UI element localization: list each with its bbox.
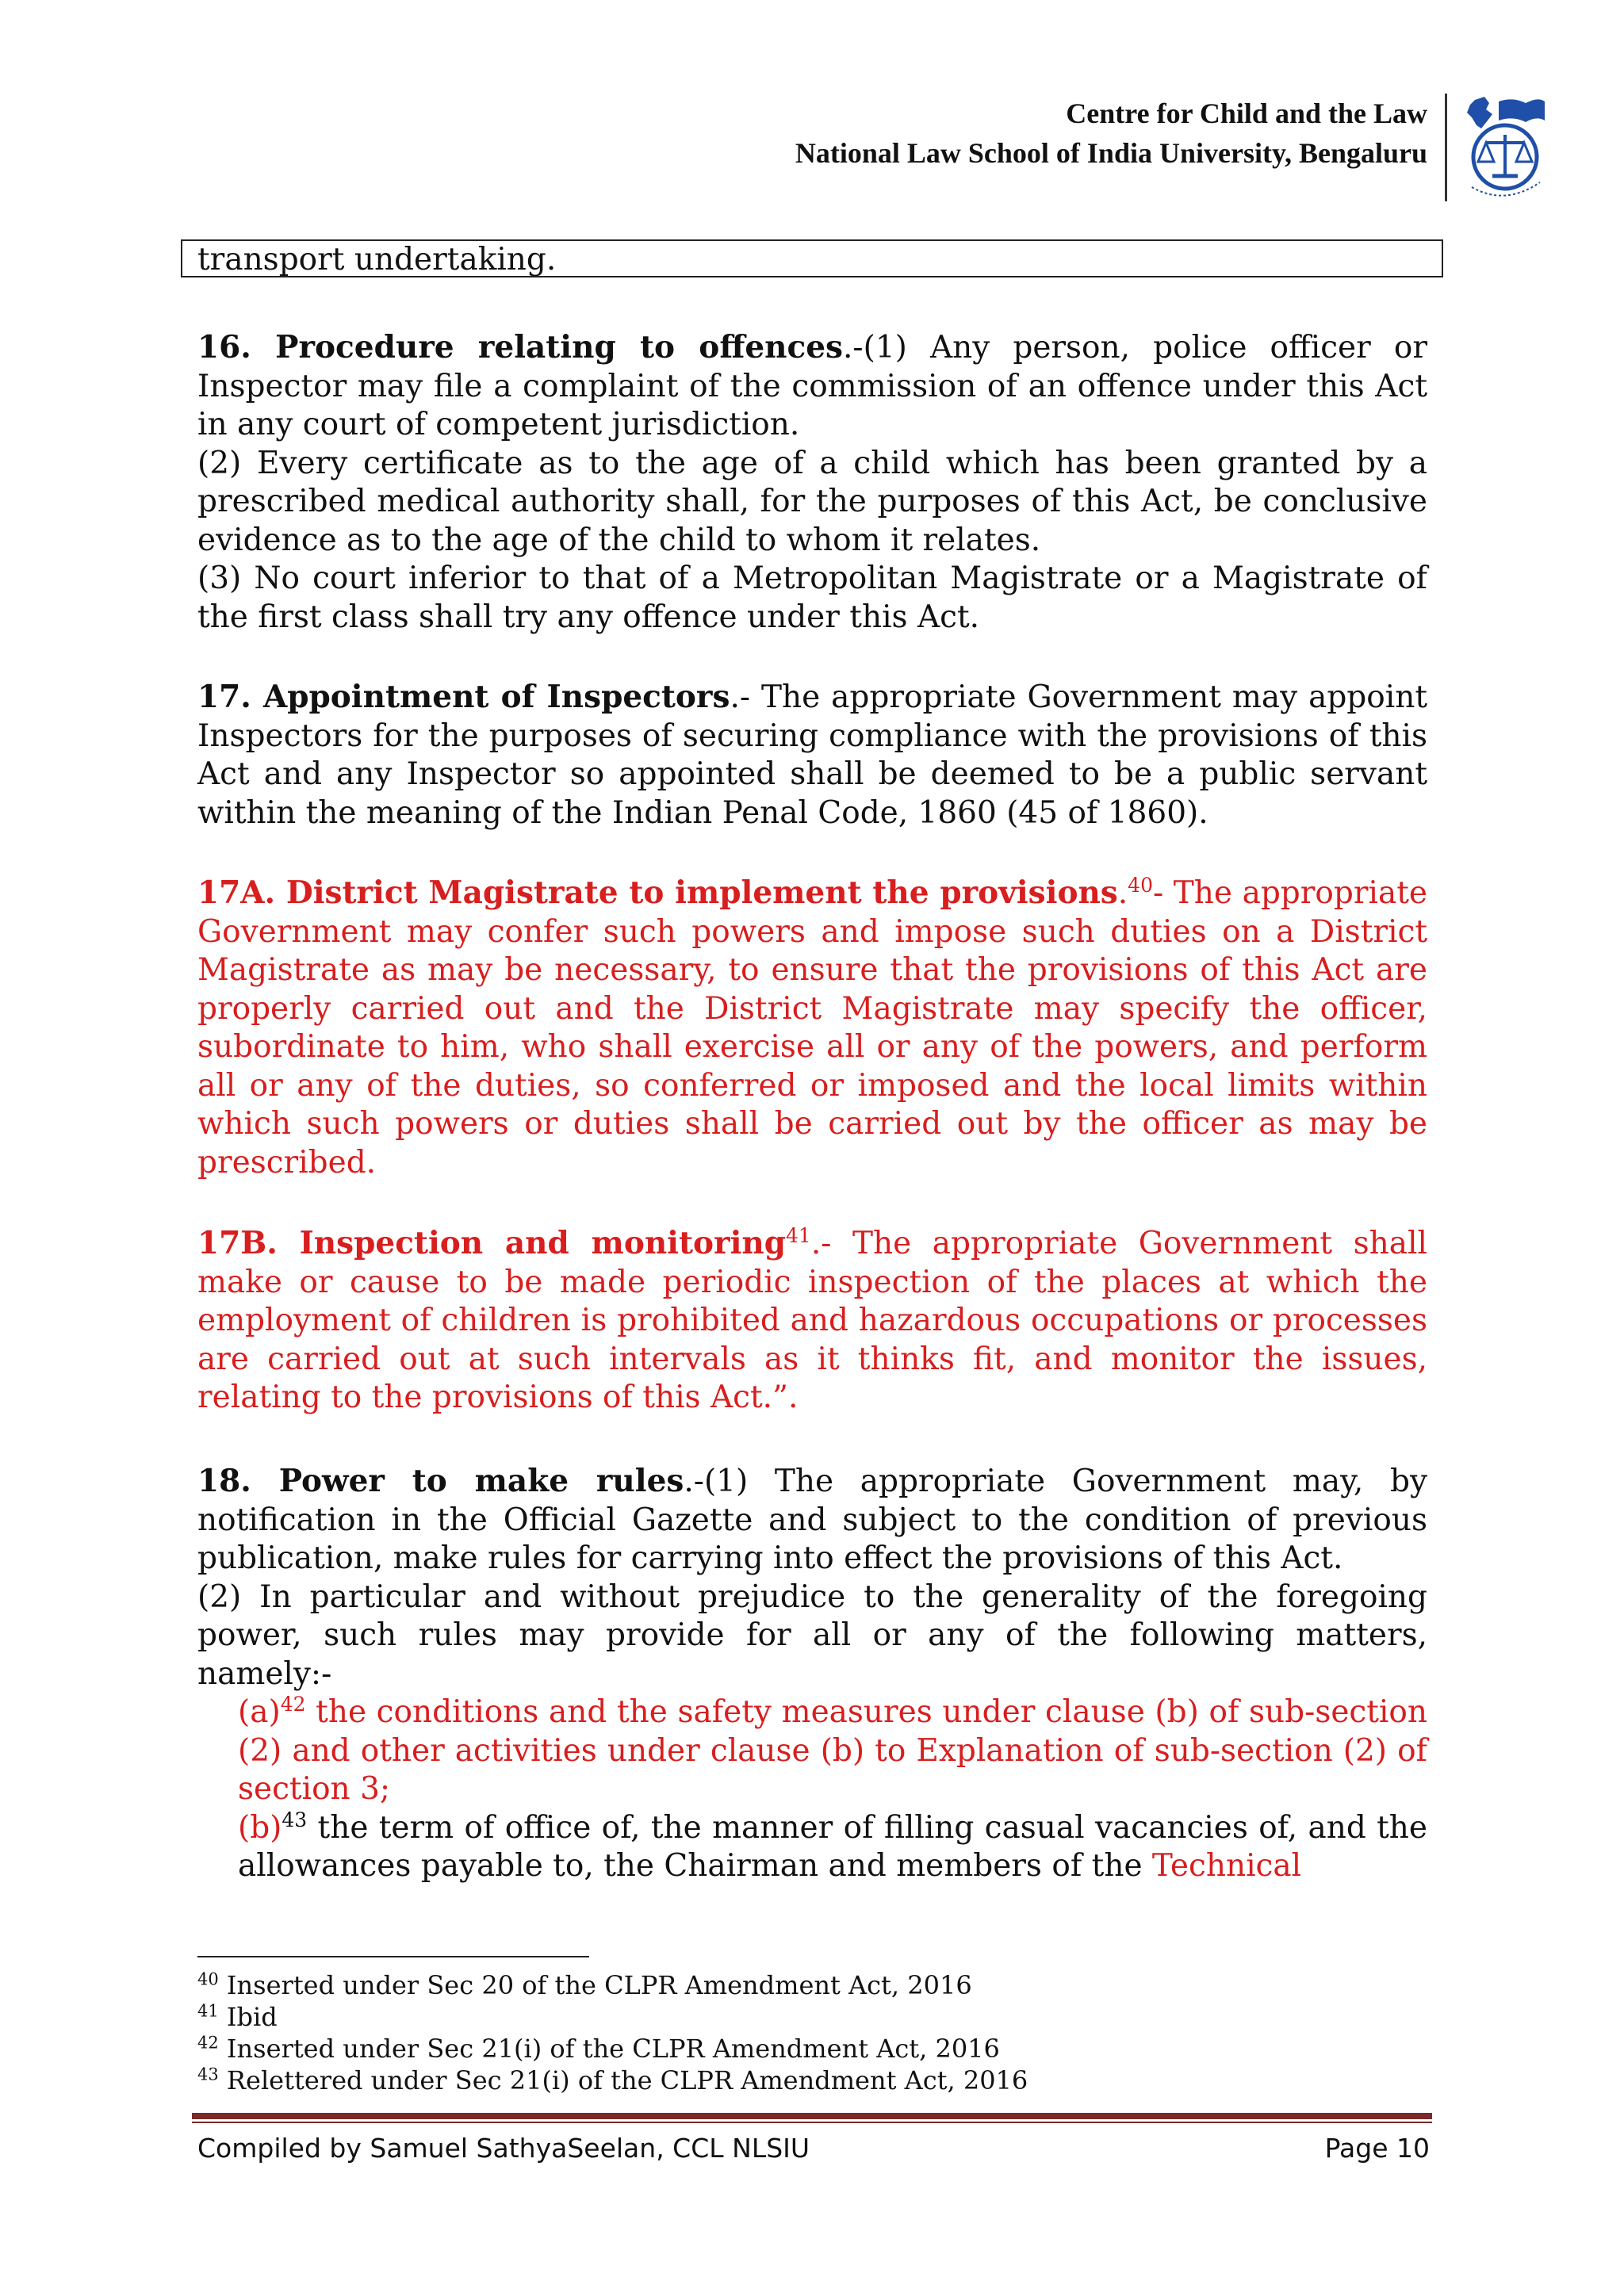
section-18-clause-b bbox=[197, 1809, 1427, 1886]
section-17a-heading: 17A. District Magistrate to implement the provisions bbox=[197, 874, 1118, 911]
section-18-para-2: (2) In particular and without prejudice to the generality of the foregoing power, such rules may provide for all or any of the following matters, namely:- bbox=[197, 1578, 1427, 1692]
section-18-para-1 bbox=[197, 1462, 1427, 1578]
footnote-number: 42 bbox=[197, 2033, 219, 2053]
section-18-text-1: .-(1) The appropriate Government may, by notification in the Official Gazette and subject to the condition of previous publication, make rules for carrying into effect the provisions of this Act. bbox=[197, 1464, 1427, 1576]
footnote-ref-41[interactable]: 41 bbox=[786, 1224, 811, 1247]
continuation-text: transport undertaking. bbox=[197, 242, 557, 277]
footnote-ref-43[interactable]: 43 bbox=[282, 1808, 308, 1831]
section-17a bbox=[197, 874, 1427, 1182]
section-18-heading: 18. Power to make rules bbox=[197, 1463, 684, 1499]
section-17 bbox=[197, 678, 1427, 832]
footnotes bbox=[197, 1969, 1028, 2096]
footnote-text: Ibid bbox=[226, 2002, 278, 2032]
clause-a-text: the conditions and the safety measures under clause (b) of sub-section (2) and other activities under clause (b) to Explanation of sub-section (2) of section 3; bbox=[238, 1694, 1427, 1807]
footnote-42 bbox=[197, 2033, 1028, 2064]
section-17b-para bbox=[197, 1224, 1427, 1418]
section-17a-dot: . bbox=[1117, 875, 1128, 911]
footer-page-number: Page 10 bbox=[1324, 2133, 1430, 2164]
section-17-heading: 17. Appointment of Inspectors bbox=[197, 679, 730, 715]
footnote-number: 40 bbox=[197, 1969, 219, 1989]
footnote-40 bbox=[197, 1969, 1028, 2001]
footnote-text: Relettered under Sec 21(i) of the CLPR Amendment Act, 2016 bbox=[226, 2065, 1028, 2095]
section-16-heading: 16. Procedure relating to offences bbox=[197, 329, 844, 365]
clause-a-label: (a) bbox=[238, 1694, 281, 1730]
section-16 bbox=[197, 328, 1427, 637]
page-header bbox=[795, 94, 1427, 173]
footnote-41 bbox=[197, 2001, 1028, 2033]
section-17b-heading: 17B. Inspection and monitoring bbox=[197, 1225, 787, 1261]
footer-compiler: Compiled by Samuel SathyaSeelan, CCL NLSIU bbox=[197, 2133, 810, 2164]
footnote-separator bbox=[197, 1956, 589, 1957]
section-16-para-2: (2) Every certificate as to the age of a child which has been granted by a prescribed medical authority shall, for the purposes of this Act, be conclusive evidence as to the age of the child to whom it relates. bbox=[197, 445, 1427, 558]
footnote-43 bbox=[197, 2064, 1028, 2096]
header-line-2: National Law School of India University, Bengaluru bbox=[795, 137, 1427, 169]
footnote-number: 43 bbox=[197, 2064, 219, 2084]
section-18-clause-a bbox=[197, 1693, 1427, 1809]
footnote-ref-42[interactable]: 42 bbox=[280, 1693, 306, 1716]
clause-b-tail: Technical bbox=[1151, 1848, 1302, 1884]
footnote-ref-40[interactable]: 40 bbox=[1128, 874, 1153, 897]
continuation-box bbox=[181, 239, 1443, 277]
footer-rule-thin bbox=[192, 2122, 1432, 2123]
section-17a-para bbox=[197, 874, 1427, 1182]
section-17b bbox=[197, 1224, 1427, 1418]
footer-rule-thick bbox=[192, 2113, 1432, 2119]
section-17b-text: .- The appropriate Government shall make or cause to be made periodic inspection of the places at which the employment of children is prohibited and hazardous occupations or processes are carried out at such intervals as it thinks fit, and monitor the issues, relating to the provisions of this Act.”. bbox=[197, 1226, 1427, 1415]
section-18 bbox=[197, 1462, 1427, 1886]
clause-b-text: the term of office of, the manner of filling casual vacancies of, and the allowances payable to, the Chairman and members of the bbox=[238, 1809, 1427, 1884]
section-16-text-1: .-(1) Any person, police officer or Inspector may file a complaint of the commission of an offence under this Act in any court of competent jurisdiction. bbox=[197, 330, 1427, 442]
clause-b-label: (b) bbox=[238, 1809, 282, 1846]
footnote-text: Inserted under Sec 21(i) of the CLPR Amendment Act, 2016 bbox=[226, 2034, 1000, 2064]
header-divider bbox=[1445, 94, 1447, 201]
section-16-para-1 bbox=[197, 328, 1427, 445]
footnote-number: 41 bbox=[197, 2001, 219, 2021]
section-16-para-3: (3) No court inferior to that of a Metropolitan Magistrate or a Magistrate of the first class shall try any offence under this Act. bbox=[197, 561, 1427, 635]
footnote-text: Inserted under Sec 20 of the CLPR Amendment Act, 2016 bbox=[226, 1970, 972, 2000]
header-line-1: Centre for Child and the Law bbox=[1066, 98, 1427, 129]
section-17-text: .- The appropriate Government may appoint Inspectors for the purposes of securing compliance with the provisions of this Act and any Inspector so appointed shall be deemed to be a public servant within the meaning of the Indian Penal Code, 1860 (45 of 1860). bbox=[197, 679, 1427, 831]
section-17a-text: - The appropriate Government may confer such powers and impose such duties on a District Magistrate as may be necessary, to ensure that the provisions of this Act are properly carried out and the District Magistrate may specify the officer, subordinate to him, who shall exercise all or any of the powers, and perform all or any of the duties, so conferred or imposed and the local limits within which such powers or duties shall be carried out by the officer as may be prescribed. bbox=[197, 875, 1427, 1181]
section-17-para bbox=[197, 678, 1427, 832]
nlsiu-emblem-icon bbox=[1457, 94, 1548, 205]
